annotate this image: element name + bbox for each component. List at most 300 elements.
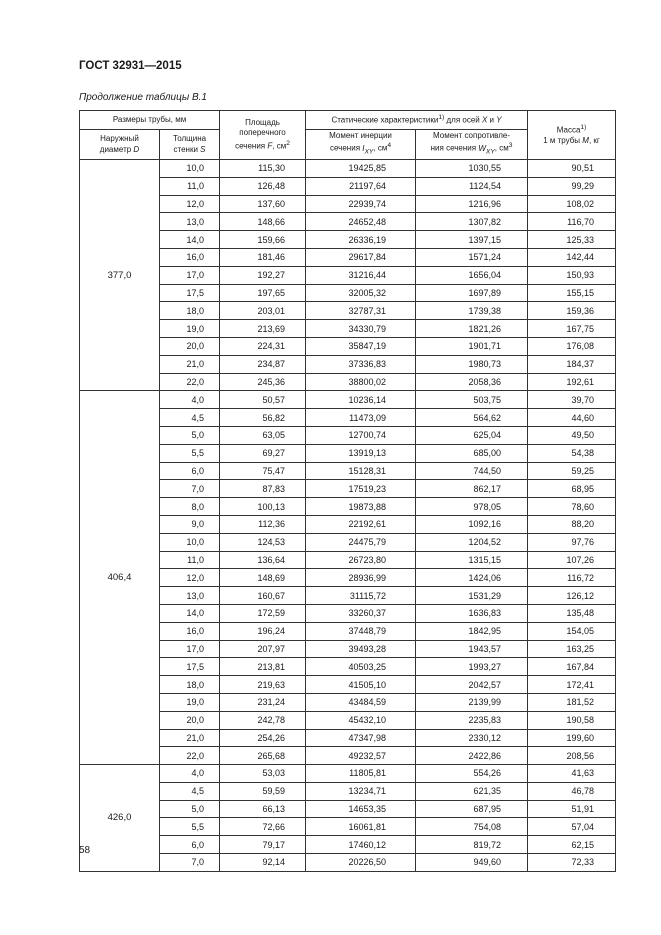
cell-value: 11,0 [187,554,205,565]
area-cell [220,498,306,516]
wall-thickness-cell [160,800,220,818]
table-row [80,373,616,391]
cell-value: 1030,55 [468,163,502,174]
table-row [80,818,616,836]
cell-value: 13919,13 [348,448,387,459]
cell-value: 88,20 [571,519,595,530]
cell-value: 39,70 [571,394,595,405]
table-row [80,729,616,747]
moment-inertia-cell [306,337,416,355]
moment-resistance-cell [416,337,528,355]
cell-value: 208,56 [566,750,595,761]
table-row [80,782,616,800]
cell-value: 5,5 [191,448,205,459]
table-row [80,498,616,516]
cell-value: 19425,85 [348,163,387,174]
area-cell [220,409,306,427]
cell-value: 17,0 [186,270,205,281]
cell-value: 184,37 [566,359,595,370]
moment-inertia-cell [306,462,416,480]
table-row [80,248,616,266]
cell-value: 1993,27 [468,661,502,672]
cell-value: 1636,83 [468,608,502,619]
moment-inertia-cell [306,177,416,195]
cell-value: 949,60 [473,857,502,868]
moment-resistance-cell [416,498,528,516]
cell-value: 625,04 [473,430,502,441]
moment-inertia-cell [306,160,416,178]
cell-value: 97,76 [571,537,595,548]
area-cell [220,284,306,302]
cell-value: 17,5 [186,287,205,298]
cell-value: 63,05 [262,430,286,441]
mass-cell [528,587,616,605]
cell-value: 554,26 [473,768,502,779]
cell-value: 167,75 [566,323,595,334]
outer-diameter-cell: 426,0 [80,765,160,872]
header-moment-inertia: Момент инерции сечения $I_{XY}$, $см^4$ [306,130,416,160]
cell-value: 56,82 [262,412,286,423]
table-row [80,622,616,640]
moment-inertia-cell [306,320,416,338]
cell-value: 181,46 [257,252,286,263]
table-row [80,711,616,729]
area-cell [220,213,306,231]
cell-value: 13,0 [186,216,205,227]
cell-value: 20,0 [186,341,205,352]
table-row [80,213,616,231]
table-caption: Продолжение таблицы В.1 [79,92,207,103]
table-row [80,409,616,427]
cell-value: 37448,79 [348,626,387,637]
cell-value: 12,0 [186,572,205,583]
wall-thickness-cell [160,462,220,480]
cell-value: 11,0 [187,181,205,192]
cell-value: 51,91 [571,804,595,815]
moment-inertia-cell [306,587,416,605]
cell-value: 1980,73 [468,359,502,370]
cell-value: 12700,74 [348,430,387,441]
cell-value: 72,33 [571,857,595,868]
table-row [80,195,616,213]
mass-cell [528,444,616,462]
wall-thickness-cell [160,658,220,676]
wall-thickness-cell [160,587,220,605]
cell-value: 107,26 [566,554,595,565]
area-cell [220,800,306,818]
moment-resistance-cell [416,284,528,302]
cell-value: 16,0 [186,252,205,263]
moment-inertia-cell [306,854,416,872]
cell-value: 1315,15 [468,554,502,565]
cell-value: 135,48 [566,608,595,619]
moment-resistance-cell [416,533,528,551]
cell-value: 154,05 [566,626,595,637]
cell-value: 1092,16 [468,519,502,530]
wall-thickness-cell [160,836,220,854]
cell-value: 50,57 [262,394,286,405]
moment-inertia-cell [306,711,416,729]
cell-value: 862,17 [473,483,502,494]
cell-value: 100,13 [257,501,286,512]
cell-value: 2235,83 [468,715,502,726]
cell-value: 24475,79 [348,537,387,548]
wall-thickness-cell [160,765,220,783]
moment-resistance-cell [416,426,528,444]
cell-value: 31115,72 [349,590,387,601]
cell-value: 11473,09 [349,412,387,423]
cell-value: 32005,32 [348,287,387,298]
cell-value: 35847,19 [348,341,387,352]
cell-value: 1531,29 [468,590,502,601]
moment-resistance-cell [416,711,528,729]
mass-cell [528,551,616,569]
moment-resistance-cell [416,177,528,195]
table-row [80,391,616,409]
cell-value: 1656,04 [468,270,502,281]
cell-value: 68,95 [571,483,595,494]
area-cell [220,587,306,605]
moment-inertia-cell [306,693,416,711]
area-cell [220,302,306,320]
cell-value: 199,60 [566,732,595,743]
area-cell [220,854,306,872]
table-row [80,231,616,249]
area-cell [220,693,306,711]
moment-resistance-cell [416,248,528,266]
cell-value: 136,64 [257,554,286,565]
cell-value: 148,69 [257,572,286,583]
moment-resistance-cell [416,266,528,284]
mass-cell [528,800,616,818]
document-title: ГОСТ 32931—2015 [79,60,182,72]
mass-cell [528,854,616,872]
cell-value: 45432,10 [348,715,387,726]
cell-value: 1204,52 [468,537,502,548]
cell-value: 20226,50 [348,857,387,868]
cell-value: 181,52 [566,697,595,708]
table-row [80,337,616,355]
cell-value: 744,50 [473,465,502,476]
cell-value: 2042,57 [468,679,502,690]
cell-value: 14,0 [186,234,205,245]
mass-cell [528,818,616,836]
moment-inertia-cell [306,444,416,462]
wall-thickness-cell [160,373,220,391]
cell-value: 29617,84 [348,252,387,263]
table-row [80,177,616,195]
cell-value: 159,36 [566,305,595,316]
area-cell [220,640,306,658]
area-cell [220,515,306,533]
area-cell [220,480,306,498]
cell-value: 1739,38 [468,305,502,316]
table-body [80,160,616,872]
moment-resistance-cell [416,836,528,854]
moment-resistance-cell [416,213,528,231]
cell-value: 213,81 [257,661,286,672]
wall-thickness-cell [160,195,220,213]
cell-value: 978,05 [473,501,502,512]
cell-value: 116,70 [567,216,595,227]
moment-inertia-cell [306,480,416,498]
cell-value: 1397,15 [468,234,502,245]
area-cell [220,818,306,836]
area-cell [220,320,306,338]
area-cell [220,231,306,249]
cell-value: 17460,12 [348,839,387,850]
mass-cell [528,213,616,231]
table-row [80,693,616,711]
moment-inertia-cell [306,266,416,284]
area-cell [220,444,306,462]
area-cell [220,462,306,480]
area-cell [220,355,306,373]
wall-thickness-cell [160,444,220,462]
cell-value: 245,36 [257,376,286,387]
cell-value: 4,0 [191,394,205,405]
cell-value: 59,25 [571,465,595,476]
cell-value: 34330,79 [348,323,387,334]
wall-thickness-cell [160,551,220,569]
table-row [80,462,616,480]
wall-thickness-cell [160,854,220,872]
moment-resistance-cell [416,373,528,391]
cell-value: 26336,19 [348,234,387,245]
area-cell [220,177,306,195]
cell-value: 87,83 [262,483,286,494]
cell-value: 6,0 [191,839,205,850]
outer-diameter-cell: 406,4 [80,391,160,765]
table-row [80,533,616,551]
cell-value: 242,78 [257,715,286,726]
mass-cell [528,480,616,498]
cell-value: 4,5 [191,412,205,423]
moment-resistance-cell [416,409,528,427]
header-wall-thickness: Толщина стенки S [160,130,220,160]
table-row [80,800,616,818]
table-row [80,444,616,462]
cell-value: 172,59 [257,608,286,619]
cell-value: 564,62 [473,412,502,423]
area-cell [220,195,306,213]
wall-thickness-cell [160,693,220,711]
wall-thickness-cell [160,729,220,747]
cell-value: 17519,23 [348,483,387,494]
mass-cell [528,409,616,427]
area-cell [220,604,306,622]
mass-cell [528,569,616,587]
cell-value: 66,13 [262,804,286,815]
cell-value: 1943,57 [468,643,502,654]
cell-value: 16,0 [186,626,205,637]
wall-thickness-cell [160,747,220,765]
mass-cell [528,711,616,729]
wall-thickness-cell [160,782,220,800]
moment-inertia-cell [306,284,416,302]
cell-value: 163,25 [566,643,595,654]
table-row [80,569,616,587]
moment-inertia-cell [306,391,416,409]
moment-resistance-cell [416,604,528,622]
cell-value: 17,5 [186,661,205,672]
wall-thickness-cell [160,213,220,231]
cell-value: 19,0 [186,323,205,334]
cell-value: 192,61 [566,376,595,387]
wall-thickness-cell [160,711,220,729]
cell-value: 99,29 [571,181,595,192]
cell-value: 15128,31 [348,465,387,476]
table-row [80,551,616,569]
mass-cell [528,729,616,747]
cell-value: 38800,02 [348,376,387,387]
moment-resistance-cell [416,765,528,783]
area-cell [220,426,306,444]
cell-value: 22939,74 [348,198,387,209]
moment-inertia-cell [306,640,416,658]
moment-inertia-cell [306,747,416,765]
wall-thickness-cell [160,818,220,836]
moment-resistance-cell [416,640,528,658]
wall-thickness-cell [160,284,220,302]
moment-inertia-cell [306,800,416,818]
moment-inertia-cell [306,729,416,747]
cell-value: 28936,99 [348,572,387,583]
header-area: Площадь поперечного сечения F, $см^2$ [220,111,306,160]
table-row [80,160,616,178]
cell-value: 4,0 [191,768,205,779]
cell-value: 41,63 [571,768,595,779]
mass-cell [528,604,616,622]
mass-cell [528,248,616,266]
wall-thickness-cell [160,320,220,338]
cell-value: 10,0 [186,537,205,548]
mass-cell [528,355,616,373]
cell-value: 44,60 [571,412,595,423]
cell-value: 4,5 [191,786,205,797]
cell-value: 234,87 [257,359,286,370]
mass-cell [528,640,616,658]
area-cell [220,551,306,569]
area-cell [220,337,306,355]
area-cell [220,765,306,783]
mass-cell [528,515,616,533]
cell-value: 8,0 [191,501,205,512]
cell-value: 265,68 [257,750,286,761]
mass-cell [528,836,616,854]
cell-value: 54,38 [571,448,595,459]
cell-value: 72,66 [262,821,286,832]
cell-value: 19,0 [186,697,205,708]
area-cell [220,711,306,729]
cell-value: 124,53 [257,537,286,548]
data-table [79,110,616,872]
cell-value: 78,60 [571,501,595,512]
cell-value: 18,0 [186,305,205,316]
mass-cell [528,658,616,676]
cell-value: 219,63 [257,679,286,690]
cell-value: 14,0 [186,608,205,619]
cell-value: 5,0 [191,804,205,815]
cell-value: 16061,81 [348,821,387,832]
cell-value: 43484,59 [348,697,387,708]
moment-inertia-cell [306,765,416,783]
cell-value: 26723,80 [348,554,387,565]
cell-value: 224,31 [257,341,286,352]
cell-value: 53,03 [262,768,286,779]
table-row [80,266,616,284]
header-static-characteristics: Статические характеристики$^{1)}$ для осей X и Y [306,111,528,130]
cell-value: 1821,26 [468,323,502,334]
area-cell [220,676,306,694]
moment-inertia-cell [306,676,416,694]
cell-value: 1216,96 [468,198,502,209]
cell-value: 196,24 [257,626,286,637]
cell-value: 24652,48 [348,216,387,227]
moment-inertia-cell [306,426,416,444]
table-row [80,426,616,444]
cell-value: 621,35 [473,786,502,797]
cell-value: 20,0 [186,715,205,726]
moment-inertia-cell [306,818,416,836]
mass-cell [528,498,616,516]
cell-value: 47347,98 [348,732,387,743]
moment-resistance-cell [416,658,528,676]
wall-thickness-cell [160,622,220,640]
moment-resistance-cell [416,854,528,872]
cell-value: 33260,37 [348,608,387,619]
moment-inertia-cell [306,248,416,266]
table-row [80,658,616,676]
cell-value: 22,0 [186,750,205,761]
wall-thickness-cell [160,391,220,409]
wall-thickness-cell [160,409,220,427]
wall-thickness-cell [160,426,220,444]
cell-value: 160,67 [257,590,286,601]
mass-cell [528,622,616,640]
moment-inertia-cell [306,782,416,800]
cell-value: 90,51 [571,163,595,174]
moment-inertia-cell [306,622,416,640]
moment-inertia-cell [306,551,416,569]
cell-value: 41505,10 [348,679,387,690]
mass-cell [528,337,616,355]
cell-value: 49232,57 [348,750,387,761]
cell-value: 12,0 [186,198,205,209]
table-row [80,515,616,533]
cell-value: 14653,35 [348,804,387,815]
mass-cell [528,266,616,284]
mass-cell [528,462,616,480]
table-row [80,587,616,605]
cell-value: 112,36 [258,519,286,530]
cell-value: 22192,61 [348,519,387,530]
cell-value: 5,0 [191,430,205,441]
cell-value: 197,65 [257,287,286,298]
table-row [80,320,616,338]
cell-value: 207,97 [257,643,286,654]
cell-value: 21,0 [186,359,205,370]
area-cell [220,658,306,676]
moment-inertia-cell [306,302,416,320]
wall-thickness-cell [160,177,220,195]
cell-value: 17,0 [186,643,205,654]
wall-thickness-cell [160,604,220,622]
table-row [80,676,616,694]
moment-resistance-cell [416,676,528,694]
wall-thickness-cell [160,248,220,266]
wall-thickness-cell [160,515,220,533]
